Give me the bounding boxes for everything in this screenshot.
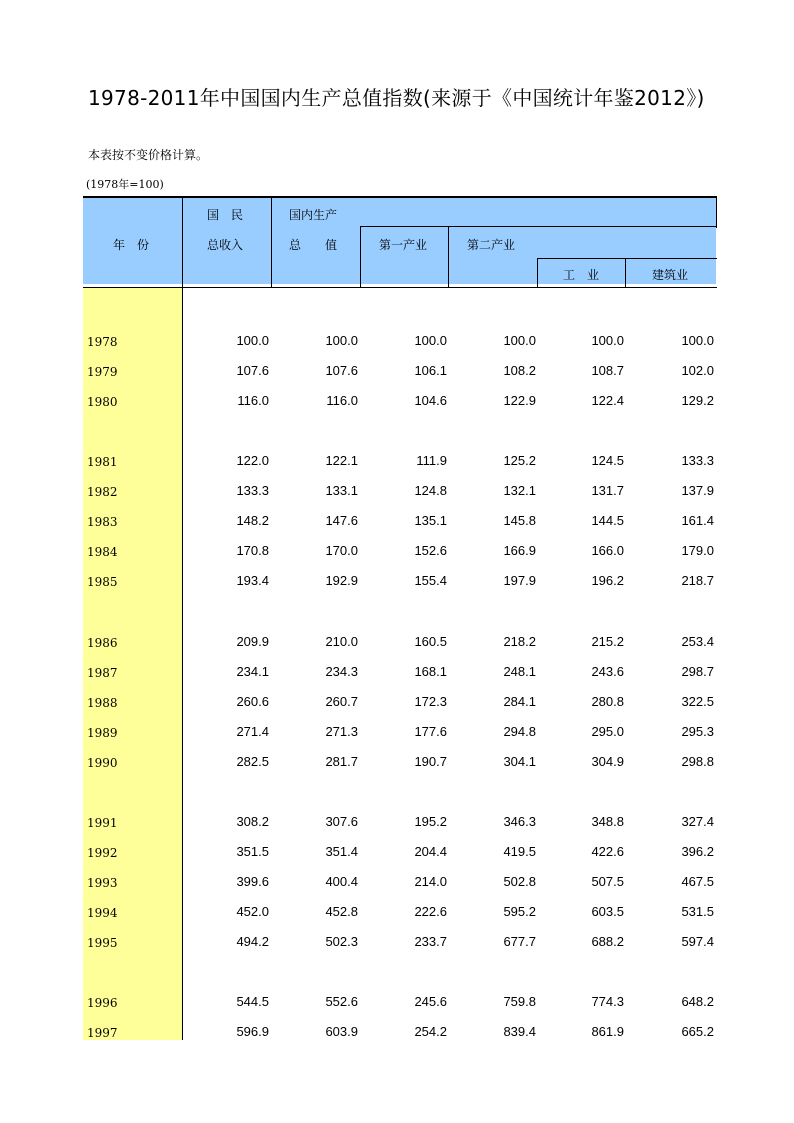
table-row	[83, 994, 717, 1014]
value-cell: 467.5	[681, 874, 714, 889]
table-row	[83, 634, 717, 654]
value-cell: 155.4	[414, 573, 447, 588]
value-cell: 531.5	[681, 904, 714, 919]
value-cell: 419.5	[503, 844, 536, 859]
value-cell: 648.2	[681, 994, 714, 1009]
header-gdp: 总 值	[289, 238, 338, 252]
value-cell: 595.2	[503, 904, 536, 919]
value-cell: 665.2	[681, 1024, 714, 1039]
value-cell: 351.5	[236, 844, 269, 859]
value-cell: 108.7	[591, 363, 624, 378]
value-cell: 133.3	[681, 453, 714, 468]
gdp-index-table	[83, 196, 717, 1040]
header-divider	[448, 226, 449, 288]
value-cell: 400.4	[325, 874, 358, 889]
value-cell: 282.5	[236, 754, 269, 769]
value-cell: 507.5	[591, 874, 624, 889]
value-cell: 133.1	[325, 483, 358, 498]
value-cell: 284.1	[503, 694, 536, 709]
value-cell: 100.0	[236, 333, 269, 348]
value-cell: 307.6	[325, 814, 358, 829]
header-divider	[537, 258, 717, 259]
table-row	[83, 393, 717, 413]
year-cell: 1980	[87, 395, 118, 409]
header-industry: 工 业	[563, 268, 600, 282]
value-cell: 552.6	[325, 994, 358, 1009]
year-cell: 1979	[87, 365, 118, 379]
table-row	[83, 934, 717, 954]
value-cell: 196.2	[591, 573, 624, 588]
value-cell: 137.9	[681, 483, 714, 498]
header-gni-line1: 国 民	[207, 208, 244, 222]
value-cell: 245.6	[414, 994, 447, 1009]
year-cell: 1995	[87, 936, 118, 950]
value-cell: 214.0	[414, 874, 447, 889]
table-row	[83, 1024, 717, 1044]
value-cell: 122.9	[503, 393, 536, 408]
value-cell: 280.8	[591, 694, 624, 709]
header-bottom-border	[83, 287, 717, 288]
value-cell: 100.0	[325, 333, 358, 348]
header-divider	[360, 226, 361, 288]
value-cell: 107.6	[236, 363, 269, 378]
year-cell: 1985	[87, 575, 118, 589]
value-cell: 172.3	[414, 694, 447, 709]
value-cell: 294.8	[503, 724, 536, 739]
value-cell: 422.6	[591, 844, 624, 859]
header-primary: 第一产业	[379, 238, 428, 252]
header-divider	[716, 198, 717, 228]
year-cell: 1988	[87, 696, 118, 710]
year-cell: 1989	[87, 726, 118, 740]
table-row	[83, 904, 717, 924]
table-row	[83, 874, 717, 894]
value-cell: 603.9	[325, 1024, 358, 1039]
year-cell: 1992	[87, 846, 118, 860]
value-cell: 452.0	[236, 904, 269, 919]
value-cell: 100.0	[591, 333, 624, 348]
value-cell: 100.0	[414, 333, 447, 348]
value-cell: 161.4	[681, 513, 714, 528]
value-cell: 108.2	[503, 363, 536, 378]
table-row	[83, 754, 717, 774]
year-cell: 1991	[87, 816, 118, 830]
value-cell: 116.0	[237, 393, 269, 408]
value-cell: 135.1	[414, 513, 447, 528]
header-divider	[271, 198, 272, 288]
value-cell: 502.3	[325, 934, 358, 949]
value-cell: 193.4	[236, 573, 269, 588]
value-cell: 104.6	[414, 393, 447, 408]
value-cell: 271.3	[325, 724, 358, 739]
value-cell: 253.4	[681, 634, 714, 649]
value-cell: 502.8	[503, 874, 536, 889]
value-cell: 222.6	[414, 904, 447, 919]
table-row	[83, 694, 717, 714]
value-cell: 124.8	[414, 483, 447, 498]
value-cell: 166.9	[503, 543, 536, 558]
value-cell: 295.0	[591, 724, 624, 739]
header-year: 年 份	[113, 238, 150, 252]
header-divider	[537, 258, 538, 288]
page-title: 1978-2011年中国国内生产总值指数(来源于《中国统计年鉴2012》)	[88, 86, 705, 110]
value-cell: 147.6	[325, 513, 358, 528]
base-year-note: (1978年=100)	[86, 178, 164, 191]
value-cell: 861.9	[591, 1024, 624, 1039]
year-cell: 1997	[87, 1026, 118, 1040]
value-cell: 308.2	[236, 814, 269, 829]
year-cell: 1984	[87, 545, 118, 559]
year-cell: 1981	[87, 455, 118, 469]
value-cell: 166.0	[591, 543, 624, 558]
value-cell: 248.1	[503, 664, 536, 679]
value-cell: 271.4	[236, 724, 269, 739]
value-cell: 197.9	[503, 573, 536, 588]
value-cell: 144.5	[591, 513, 624, 528]
value-cell: 122.4	[591, 393, 624, 408]
value-cell: 215.2	[591, 634, 624, 649]
table-row	[83, 724, 717, 744]
value-cell: 233.7	[414, 934, 447, 949]
value-cell: 125.2	[503, 453, 536, 468]
year-cell: 1978	[87, 335, 118, 349]
value-cell: 107.6	[325, 363, 358, 378]
value-cell: 298.7	[681, 664, 714, 679]
table-row	[83, 513, 717, 533]
year-cell: 1994	[87, 906, 118, 920]
value-cell: 348.8	[591, 814, 624, 829]
value-cell: 243.6	[591, 664, 624, 679]
header-gni-line2: 总收入	[207, 238, 244, 252]
table-row	[83, 814, 717, 834]
value-cell: 106.1	[414, 363, 447, 378]
value-cell: 351.4	[325, 844, 358, 859]
value-cell: 304.1	[503, 754, 536, 769]
value-cell: 254.2	[414, 1024, 447, 1039]
value-cell: 597.4	[681, 934, 714, 949]
header-construction: 建筑业	[652, 268, 689, 282]
value-cell: 124.5	[591, 453, 624, 468]
table-row	[83, 453, 717, 473]
table-row	[83, 573, 717, 593]
table-row	[83, 363, 717, 383]
value-cell: 494.2	[236, 934, 269, 949]
year-cell: 1983	[87, 515, 118, 529]
year-cell: 1987	[87, 666, 118, 680]
value-cell: 122.1	[325, 453, 358, 468]
value-cell: 132.1	[503, 483, 536, 498]
year-cell: 1986	[87, 636, 118, 650]
value-cell: 295.3	[681, 724, 714, 739]
value-cell: 152.6	[414, 543, 447, 558]
table-row	[83, 333, 717, 353]
value-cell: 195.2	[414, 814, 447, 829]
value-cell: 298.8	[681, 754, 714, 769]
value-cell: 452.8	[325, 904, 358, 919]
value-cell: 260.6	[236, 694, 269, 709]
value-cell: 102.0	[681, 363, 714, 378]
value-cell: 544.5	[236, 994, 269, 1009]
header-divider	[625, 258, 626, 288]
value-cell: 190.7	[414, 754, 447, 769]
value-cell: 234.1	[236, 664, 269, 679]
value-cell: 170.0	[325, 543, 358, 558]
table-row	[83, 543, 717, 563]
value-cell: 160.5	[414, 634, 447, 649]
value-cell: 210.0	[325, 634, 358, 649]
value-cell: 145.8	[503, 513, 536, 528]
header-gdp-group: 国内生产	[289, 208, 338, 222]
value-cell: 192.9	[325, 573, 358, 588]
table-note: 本表按不变价格计算。	[88, 148, 209, 162]
value-cell: 346.3	[503, 814, 536, 829]
value-cell: 304.9	[591, 754, 624, 769]
value-cell: 100.0	[503, 333, 536, 348]
value-cell: 218.2	[503, 634, 536, 649]
header-divider	[360, 226, 717, 227]
value-cell: 677.7	[503, 934, 536, 949]
value-cell: 839.4	[503, 1024, 536, 1039]
table-row	[83, 664, 717, 684]
year-cell: 1990	[87, 756, 118, 770]
value-cell: 260.7	[325, 694, 358, 709]
value-cell: 399.6	[236, 874, 269, 889]
value-cell: 774.3	[591, 994, 624, 1009]
value-cell: 396.2	[681, 844, 714, 859]
value-cell: 209.9	[236, 634, 269, 649]
value-cell: 218.7	[681, 573, 714, 588]
value-cell: 327.4	[681, 814, 714, 829]
value-cell: 133.3	[236, 483, 269, 498]
value-cell: 179.0	[681, 543, 714, 558]
value-cell: 148.2	[236, 513, 269, 528]
value-cell: 111.9	[416, 453, 447, 468]
header-secondary: 第二产业	[467, 238, 516, 252]
year-cell: 1993	[87, 876, 118, 890]
value-cell: 204.4	[414, 844, 447, 859]
value-cell: 168.1	[414, 664, 447, 679]
year-cell: 1996	[87, 996, 118, 1010]
table-row	[83, 844, 717, 864]
table-row	[83, 483, 717, 503]
value-cell: 688.2	[591, 934, 624, 949]
table-top-border	[83, 196, 717, 198]
value-cell: 116.0	[326, 393, 358, 408]
value-cell: 234.3	[325, 664, 358, 679]
value-cell: 281.7	[325, 754, 358, 769]
year-cell: 1982	[87, 485, 118, 499]
value-cell: 322.5	[681, 694, 714, 709]
value-cell: 603.5	[591, 904, 624, 919]
value-cell: 100.0	[681, 333, 714, 348]
value-cell: 759.8	[503, 994, 536, 1009]
value-cell: 131.7	[591, 483, 624, 498]
value-cell: 596.9	[236, 1024, 269, 1039]
value-cell: 170.8	[236, 543, 269, 558]
value-cell: 129.2	[681, 393, 714, 408]
value-cell: 177.6	[414, 724, 447, 739]
value-cell: 122.0	[236, 453, 269, 468]
